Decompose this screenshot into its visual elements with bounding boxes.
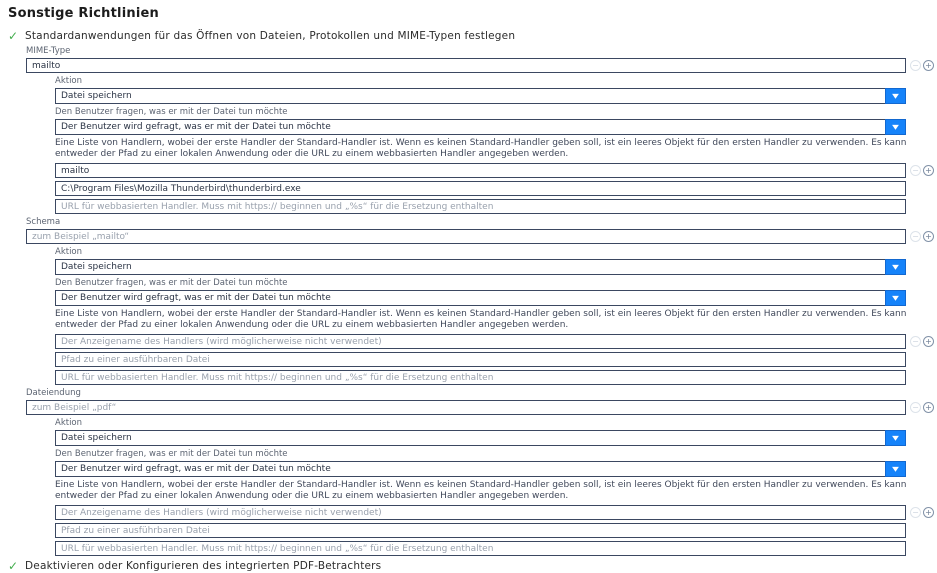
action-row: [55, 259, 937, 275]
row-actions: [906, 336, 937, 347]
handlers-description: Eine Liste von Handlern, wobei der erste Handler der Standard-Handler ist. Wenn es keinen Standard-Handler geben soll, ist ein leeres Objekt für den ersten Handler zu verwenden. Es kann entweder der Pfad zu einer lokalen Anwendung oder die URL zu einem webbasierten Handler angegeben werden.: [55, 138, 907, 159]
handler-name-input[interactable]: [55, 334, 906, 349]
action-select[interactable]: [55, 259, 906, 275]
handler-url-row: [55, 199, 937, 214]
handler-url-input[interactable]: [55, 370, 906, 385]
row-actions: [906, 60, 937, 71]
mime-type-input[interactable]: [26, 58, 906, 73]
mime-type-section: [26, 46, 937, 214]
add-icon[interactable]: +: [923, 402, 934, 413]
handler-path-row: [55, 352, 937, 367]
remove-icon[interactable]: −: [910, 507, 921, 518]
handler-path-row: [55, 181, 937, 196]
row-actions: [906, 507, 937, 518]
selected-option: Datei speichern: [61, 433, 132, 443]
schema-input[interactable]: [26, 229, 906, 244]
handler-name-row: [55, 505, 937, 520]
handler-path-input[interactable]: [55, 523, 906, 538]
policy-label: Deaktivieren oder Konfigurieren des integrierten PDF-Betrachters: [25, 560, 382, 572]
selected-option: Datei speichern: [61, 262, 132, 272]
policy-set-default-handlers: [8, 29, 937, 43]
handler-name-input[interactable]: [55, 505, 906, 520]
chevron-down-icon: ▼: [892, 294, 899, 302]
ask-select[interactable]: [55, 461, 906, 477]
add-icon[interactable]: +: [923, 60, 934, 71]
field-row: [26, 229, 937, 244]
selected-option: Der Benutzer wird gefragt, was er mit der Datei tun möchte: [61, 122, 331, 132]
handler-url-row: [55, 541, 937, 556]
ask-label: Den Benutzer fragen, was er mit der Datei tun möchte: [55, 278, 288, 288]
chevron-down-icon: ▼: [892, 263, 899, 271]
action-select[interactable]: [55, 88, 906, 104]
remove-icon[interactable]: −: [910, 60, 921, 71]
action-row: [55, 88, 937, 104]
row-actions: [906, 402, 937, 413]
action-label: Aktion: [55, 76, 83, 86]
field-row: [26, 400, 937, 415]
handler-path-input[interactable]: [55, 352, 906, 367]
handler-name-input[interactable]: [55, 163, 906, 178]
action-select[interactable]: [55, 430, 906, 446]
handlers-description: Eine Liste von Handlern, wobei der erste Handler der Standard-Handler ist. Wenn es keinen Standard-Handler geben soll, ist ein leeres Objekt für den ersten Handler zu verwenden. Es kann entweder der Pfad zu einer lokalen Anwendung oder die URL zu einem webbasierten Handler angegeben werden.: [55, 309, 907, 330]
ask-row: [55, 461, 937, 477]
remove-icon[interactable]: −: [910, 231, 921, 242]
chevron-down-icon: ▼: [892, 123, 899, 131]
handler-config: [55, 418, 937, 556]
check-icon[interactable]: ✓: [8, 559, 19, 573]
add-icon[interactable]: +: [923, 231, 934, 242]
selected-option: Der Benutzer wird gefragt, was er mit der Datei tun möchte: [61, 464, 331, 474]
policy-label: Standardanwendungen für das Öffnen von Dateien, Protokollen und MIME-Typen festlegen: [25, 30, 516, 42]
check-icon[interactable]: ✓: [8, 29, 19, 43]
chevron-down-icon: ▼: [892, 465, 899, 473]
dropdown-button[interactable]: [885, 461, 906, 477]
handler-name-row: [55, 163, 937, 178]
selected-option: Der Benutzer wird gefragt, was er mit der Datei tun möchte: [61, 293, 331, 303]
chevron-down-icon: ▼: [892, 434, 899, 442]
row-actions: [906, 165, 937, 176]
file-extension-section: [26, 388, 937, 556]
chevron-down-icon: ▼: [892, 92, 899, 100]
action-row: [55, 430, 937, 446]
field-label: MIME-Type: [26, 46, 71, 56]
field-label: Dateiendung: [26, 388, 81, 398]
ask-row: [55, 290, 937, 306]
handler-config: [55, 247, 937, 385]
remove-icon[interactable]: −: [910, 336, 921, 347]
handler-config: [55, 76, 937, 214]
ask-select[interactable]: [55, 119, 906, 135]
handler-url-input[interactable]: [55, 199, 906, 214]
policy-disable-pdf-viewer: [8, 559, 937, 573]
field-label: Schema: [26, 217, 61, 227]
action-label: Aktion: [55, 418, 83, 428]
selected-option: Datei speichern: [61, 91, 132, 101]
handler-name-row: [55, 334, 937, 349]
page-title: Sonstige Richtlinien: [8, 6, 159, 21]
handlers-description: Eine Liste von Handlern, wobei der erste Handler der Standard-Handler ist. Wenn es keinen Standard-Handler geben soll, ist ein leeres Objekt für den ersten Handler zu verwenden. Es kann entweder der Pfad zu einer lokalen Anwendung oder die URL zu einem webbasierten Handler angegeben werden.: [55, 480, 907, 501]
handler-url-input[interactable]: [55, 541, 906, 556]
handler-path-row: [55, 523, 937, 538]
ask-label: Den Benutzer fragen, was er mit der Datei tun möchte: [55, 107, 288, 117]
remove-icon[interactable]: −: [910, 402, 921, 413]
dropdown-button[interactable]: [885, 88, 906, 104]
ask-label: Den Benutzer fragen, was er mit der Datei tun möchte: [55, 449, 288, 459]
add-icon[interactable]: +: [923, 336, 934, 347]
field-row: [26, 58, 937, 73]
ask-row: [55, 119, 937, 135]
dropdown-button[interactable]: [885, 119, 906, 135]
schema-section: [26, 217, 937, 385]
add-icon[interactable]: +: [923, 165, 934, 176]
file-extension-input[interactable]: [26, 400, 906, 415]
row-actions: [906, 231, 937, 242]
add-icon[interactable]: +: [923, 507, 934, 518]
handler-url-row: [55, 370, 937, 385]
dropdown-button[interactable]: [885, 259, 906, 275]
dropdown-button[interactable]: [885, 430, 906, 446]
handler-path-input[interactable]: [55, 181, 906, 196]
remove-icon[interactable]: −: [910, 165, 921, 176]
dropdown-button[interactable]: [885, 290, 906, 306]
action-label: Aktion: [55, 247, 83, 257]
ask-select[interactable]: [55, 290, 906, 306]
